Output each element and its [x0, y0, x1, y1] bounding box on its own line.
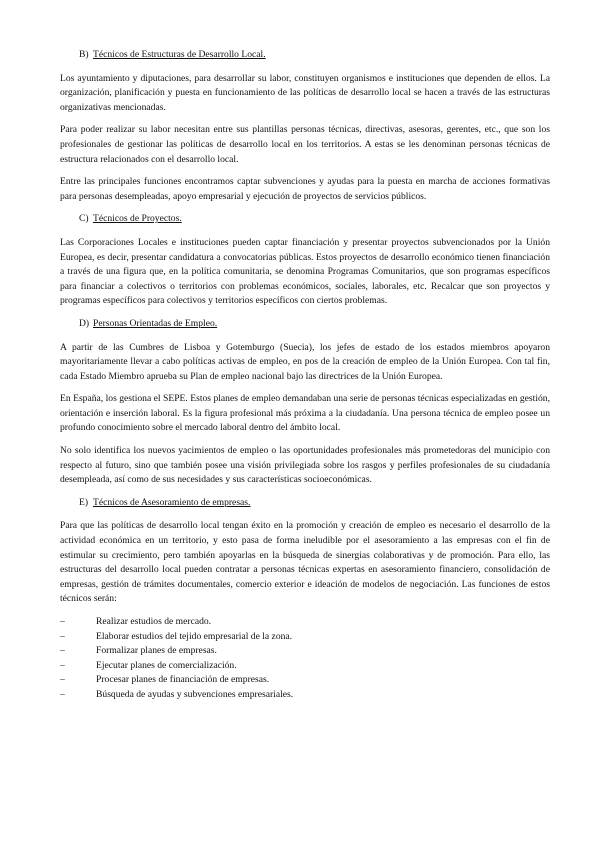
list-dash: – — [60, 645, 65, 657]
paragraph: A partir de las Cumbres de Lisboa y Gotemburgo (Suecia), los jefes de estado de los estados miembros apoyaron mayoritariamente llevar a cabo políticas activas de empleo, en pos de la creación de empleo de la Unión Europea. Con tal fin, cada Estado Miembro aprueba su Plan de empleo nacional bajo las directrices de la Unión Europea. — [60, 341, 550, 382]
section-c-letter: C) — [79, 213, 89, 225]
functions-list — [60, 615, 550, 703]
list-item — [60, 644, 550, 659]
section-c-title: Técnicos de Proyectos. — [93, 213, 182, 225]
list-dash: – — [60, 630, 65, 642]
list-item-text: Búsqueda de ayudas y subvenciones empresariales. — [96, 688, 294, 700]
list-item — [60, 615, 550, 630]
list-item-text: Ejecutar planes de comercialización. — [96, 659, 237, 671]
section-b-letter: B) — [79, 49, 89, 60]
list-item-text: Elaborar estudios del tejido empresarial de la zona. — [96, 630, 293, 642]
paragraph: En España, los gestiona el SEPE. Estos planes de empleo demandaban una serie de personas técnicas especializadas en gestión, orientación e inserción laboral. Es la figura profesional más próxima a la ciudadanía. Una persona técnica de empleo posee un profundo conocimiento sobre el mercado laboral dentro del ámbito local. — [60, 393, 550, 434]
list-item — [60, 673, 550, 688]
section-b-title: Técnicos de Estructuras de Desarrollo Local. — [93, 49, 266, 60]
list-item — [60, 659, 550, 674]
list-item-text: Realizar estudios de mercado. — [96, 616, 212, 627]
paragraph: Entre las principales funciones encontramos captar subvenciones y ayudas para la puesta en marcha de acciones formativas para personas desempleadas, apoyo empresarial y ejecución de proyectos de servicios públicos. — [60, 176, 550, 202]
section-b-heading — [60, 48, 550, 63]
list-item-text: Procesar planes de financiación de empresas. — [96, 674, 270, 686]
list-dash: – — [60, 688, 65, 700]
section-e-heading — [60, 496, 550, 511]
section-c-heading — [60, 212, 550, 227]
list-dash: – — [60, 659, 65, 671]
section-d-heading — [60, 317, 550, 332]
list-dash: – — [60, 616, 65, 627]
list-item-text: Formalizar planes de empresas. — [96, 645, 217, 657]
paragraph: Las Corporaciones Locales e instituciones pueden captar financiación y presentar proyectos subvencionados por la Unión Europea, es decir, presentar candidatura a convocatorias públicas. Estos proyectos de desarrollo económico tienen financiación a través de una figura que, en la política comunitaria, se denomina Programas Comunitarios, que son programas específicos para financiar a colectivos o territorios con problemas económicos, sociales, laborales, etc. Recalcar que son proyectos y programas específicos para colectivos y territorios específicos con ciertos problemas. — [60, 236, 550, 307]
section-e-letter: E) — [79, 496, 89, 508]
list-item — [60, 688, 550, 703]
section-e-title: Técnicos de Asesoramiento de empresas. — [93, 496, 251, 508]
paragraph: Los ayuntamiento y diputaciones, para desarrollar su labor, constituyen organismos e instituciones que dependen de ellos. La organización, planificación y puesta en funcionamiento de las políticas de desarrollo local se hacen a través de las estructuras organizativas mencionadas. — [60, 72, 550, 113]
list-item — [60, 630, 550, 645]
list-dash: – — [60, 674, 65, 686]
paragraph: Para que las políticas de desarrollo local tengan éxito en la promoción y creación de empleo es necesario el desarrollo de la actividad económica en un territorio, y esto pasa de forma ineludible por el asesoramiento a las empresas con el fin de estimular su crecimiento, pero también apoyarlas en la búsqueda de sinergias colaborativas y de promoción. Para ello, las estructuras del desarrollo local pueden contratar a personas técnicas expertas en asesoramiento financiero, consolidación de empresas, gestión de trámites documentales, comercio exterior e ideación de modelos de negociación. Las funciones de estos técnicos serán: — [60, 520, 550, 605]
section-d-letter: D) — [79, 317, 90, 329]
paragraph: No solo identifica los nuevos yacimientos de empleo o las oportunidades profesionales más prometedoras del municipio con respecto al futuro, sino que también posee una visión privilegiada sobre los rasgos y perfiles profesionales de su ciudadanía desempleada, así como de sus necesidades y sus características socioeconómicas. — [60, 445, 550, 486]
section-d-title: Personas Orientadas de Empleo. — [93, 317, 218, 329]
paragraph: Para poder realizar su labor necesitan entre sus plantillas personas técnicas, directivas, asesoras, gerentes, etc., que son los profesionales de gestionar las políticas de desarrollo local en los territorios. A estas se les denominan personas técnicas de estructura relacionados con el desarrollo local. — [60, 124, 550, 165]
